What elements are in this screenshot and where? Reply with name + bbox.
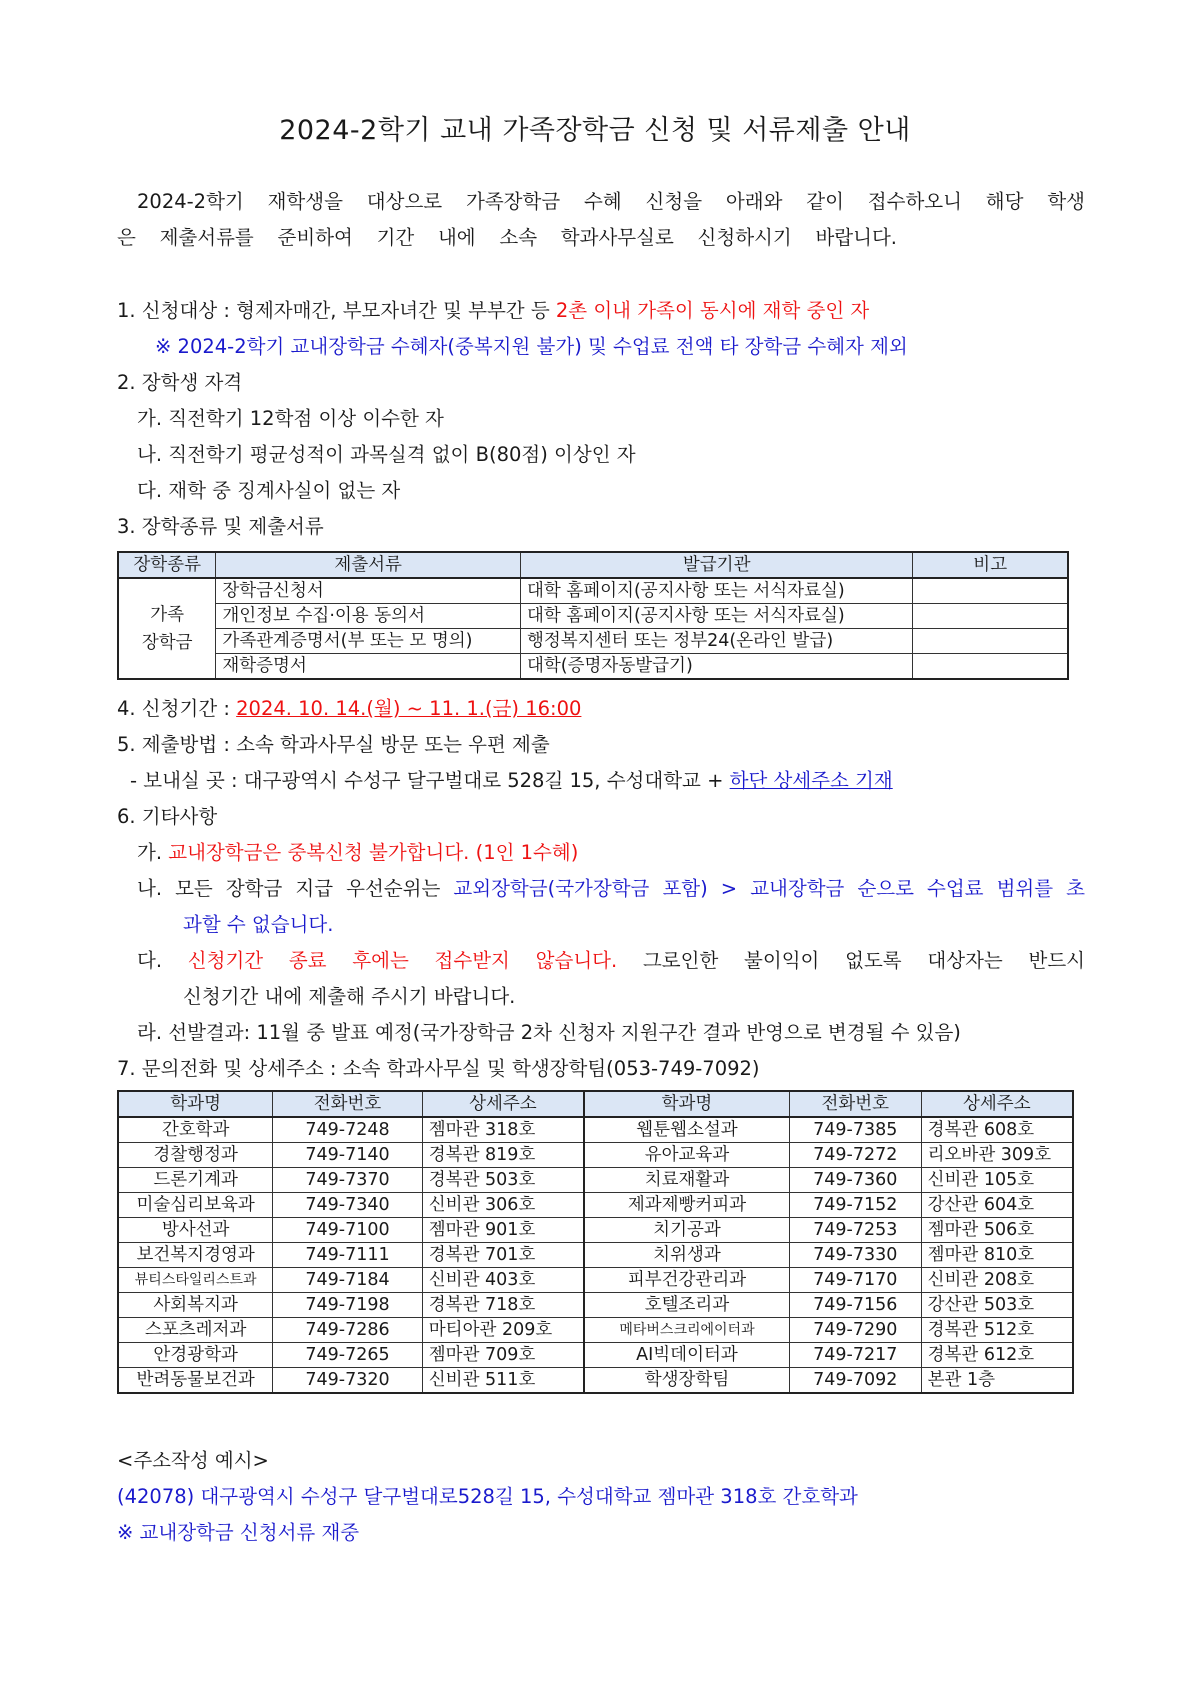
section-1-note: ※ 2024-2학기 교내장학금 수혜자(중복지원 불가) 및 수업료 전액 타 장학금 수혜자 제외 bbox=[155, 335, 908, 358]
section-6-item-d: 라. 선발결과: 11월 중 발표 예정(국가장학금 2차 신청자 지원구간 결과 반영으로 변경될 수 있음) bbox=[137, 1021, 961, 1044]
contact-table-header bbox=[118, 1091, 1073, 1117]
department-name: 안경광학과 bbox=[118, 1343, 273, 1368]
table-row bbox=[118, 578, 1068, 604]
department-name: 치기공과 bbox=[584, 1218, 789, 1243]
department-name: 드론기계과 bbox=[118, 1168, 273, 1193]
office-location: 경복관 701호 bbox=[422, 1243, 584, 1268]
item-b-highlight: 교외장학금(국가장학금 포함) > 교내장학금 순으로 수업료 범위를 초 bbox=[453, 877, 1086, 900]
section-2-item-a: 가. 직전학기 12학점 이상 이수한 자 bbox=[137, 407, 444, 430]
department-name: 호텔조리과 bbox=[584, 1293, 789, 1318]
department-name: 스포츠레저과 bbox=[118, 1318, 273, 1343]
office-location: 경복관 503호 bbox=[422, 1168, 584, 1193]
phone-number: 749-7156 bbox=[789, 1293, 921, 1318]
department-name: 간호학과 bbox=[118, 1117, 273, 1143]
office-location: 젬마관 506호 bbox=[921, 1218, 1073, 1243]
document-name: 가족관계증명서(부 또는 모 명의) bbox=[216, 629, 521, 654]
page-title: 2024-2학기 교내 가족장학금 신청 및 서류제출 안내 bbox=[279, 115, 911, 146]
section-4 bbox=[117, 696, 581, 722]
section-4-prefix: 4. 신청기간 : bbox=[117, 697, 237, 720]
phone-number: 749-7152 bbox=[789, 1193, 921, 1218]
phone-number: 749-7198 bbox=[273, 1293, 422, 1318]
header-department: 학과명 bbox=[584, 1091, 789, 1117]
section-2-item-b: 나. 직전학기 평균성적이 과목실격 없이 B(80점) 이상인 자 bbox=[137, 443, 636, 466]
phone-number: 749-7286 bbox=[273, 1318, 422, 1343]
phone-number: 749-7320 bbox=[273, 1368, 422, 1394]
section-6-item-c bbox=[137, 948, 1085, 974]
application-period: 2024. 10. 14.(월) ~ 11. 1.(금) 16:00 bbox=[236, 697, 582, 720]
detailed-address-link[interactable]: 하단 상세주소 기재 bbox=[729, 769, 893, 792]
phone-number: 749-7330 bbox=[789, 1243, 921, 1268]
department-name: 방사선과 bbox=[118, 1218, 273, 1243]
phone-number: 749-7248 bbox=[273, 1117, 422, 1143]
department-name: 경찰행정과 bbox=[118, 1143, 273, 1168]
office-location: 젬마관 709호 bbox=[422, 1343, 584, 1368]
department-name: 미술심리보육과 bbox=[118, 1193, 273, 1218]
intro-line-1: 2024-2학기 재학생을 대상으로 가족장학금 수혜 신청을 아래와 같이 접수하오니 해당 학생 bbox=[137, 190, 1085, 213]
mailing-address: - 보내실 곳 : 대구광역시 수성구 달구벌대로 528길 15, 수성대학교 + bbox=[130, 769, 730, 792]
phone-number: 749-7100 bbox=[273, 1218, 422, 1243]
phone-number: 749-7290 bbox=[789, 1318, 921, 1343]
document-issuer: 대학 홈페이지(공지사항 또는 서식자료실) bbox=[520, 578, 912, 604]
phone-number: 749-7385 bbox=[789, 1117, 921, 1143]
phone-number: 749-7370 bbox=[273, 1168, 422, 1193]
table-row bbox=[118, 629, 1068, 654]
section-2-heading: 2. 장학생 자격 bbox=[117, 371, 243, 394]
section-1-highlight: 2촌 이내 가족이 동시에 재학 중인 자 bbox=[555, 299, 870, 322]
table-row bbox=[118, 1343, 1073, 1368]
section-6-item-c-line-2: 신청기간 내에 제출해 주시기 바랍니다. bbox=[183, 985, 516, 1008]
document-remark bbox=[913, 629, 1068, 654]
table-row bbox=[118, 604, 1068, 629]
header-department: 학과명 bbox=[118, 1091, 273, 1117]
phone-number: 749-7111 bbox=[273, 1243, 422, 1268]
section-6-heading: 6. 기타사항 bbox=[117, 805, 218, 828]
department-name: 사회복지과 bbox=[118, 1293, 273, 1318]
table-row bbox=[118, 1293, 1073, 1318]
department-name: 유아교육과 bbox=[584, 1143, 789, 1168]
phone-number: 749-7140 bbox=[273, 1143, 422, 1168]
table-row bbox=[118, 1318, 1073, 1343]
section-6-item-a bbox=[137, 840, 578, 866]
office-location: 경복관 612호 bbox=[921, 1343, 1073, 1368]
office-location: 마티아관 209호 bbox=[422, 1318, 584, 1343]
phone-number: 749-7340 bbox=[273, 1193, 422, 1218]
item-c-prefix: 다. bbox=[137, 949, 188, 972]
office-location: 신비관 208호 bbox=[921, 1268, 1073, 1293]
intro-line-2: 은 제출서류를 준비하여 기간 내에 소속 학과사무실로 신청하시기 바랍니다. bbox=[117, 226, 897, 249]
documents-table-header bbox=[118, 552, 1068, 578]
header-issuer: 발급기관 bbox=[520, 552, 912, 578]
header-location: 상세주소 bbox=[422, 1091, 584, 1117]
item-a-text: 교내장학금은 중복신청 불가합니다. (1인 1수혜) bbox=[168, 841, 579, 864]
document-remark bbox=[913, 604, 1068, 629]
document-name: 재학증명서 bbox=[216, 654, 521, 680]
office-location: 본관 1층 bbox=[921, 1368, 1073, 1394]
header-remarks: 비고 bbox=[913, 552, 1068, 578]
office-location: 강산관 503호 bbox=[921, 1293, 1073, 1318]
item-c-rest: 그로인한 불이익이 없도록 대상자는 반드시 bbox=[617, 949, 1085, 972]
table-row bbox=[118, 1143, 1073, 1168]
office-location: 신비관 105호 bbox=[921, 1168, 1073, 1193]
phone-number: 749-7253 bbox=[789, 1218, 921, 1243]
phone-number: 749-7184 bbox=[273, 1268, 422, 1293]
office-location: 경복관 608호 bbox=[921, 1117, 1073, 1143]
section-1-prefix: 1. 신청대상 : 형제자매간, 부모자녀간 및 부부간 등 bbox=[117, 299, 556, 322]
department-name: 치료재활과 bbox=[584, 1168, 789, 1193]
office-location: 젬마관 901호 bbox=[422, 1218, 584, 1243]
table-row bbox=[118, 1243, 1073, 1268]
office-location: 신비관 403호 bbox=[422, 1268, 584, 1293]
section-5-heading: 5. 제출방법 : 소속 학과사무실 방문 또는 우편 제출 bbox=[117, 733, 550, 756]
section-1 bbox=[117, 298, 869, 324]
item-c-highlight: 신청기간 종료 후에는 접수받지 않습니다. bbox=[187, 949, 618, 972]
item-b-prefix: 나. 모든 장학금 지급 우선순위는 bbox=[137, 877, 454, 900]
header-documents: 제출서류 bbox=[216, 552, 521, 578]
department-name: 피부건강관리과 bbox=[584, 1268, 789, 1293]
section-7-heading: 7. 문의전화 및 상세주소 : 소속 학과사무실 및 학생장학팀(053-749-7092) bbox=[117, 1057, 760, 1080]
table-row bbox=[118, 1368, 1073, 1394]
section-2-item-c: 다. 재학 중 징계사실이 없는 자 bbox=[137, 479, 401, 502]
document-name: 장학금신청서 bbox=[216, 578, 521, 604]
scholarship-kind-cell bbox=[118, 578, 216, 679]
phone-number: 749-7092 bbox=[789, 1368, 921, 1394]
header-phone: 전화번호 bbox=[273, 1091, 422, 1117]
office-location: 신비관 511호 bbox=[422, 1368, 584, 1394]
department-name: AI빅데이터과 bbox=[584, 1343, 789, 1368]
example-heading: <주소작성 예시> bbox=[117, 1449, 269, 1472]
header-location: 상세주소 bbox=[921, 1091, 1073, 1117]
table-row bbox=[118, 1193, 1073, 1218]
phone-number: 749-7360 bbox=[789, 1168, 921, 1193]
department-name: 보건복지경영과 bbox=[118, 1243, 273, 1268]
table-row bbox=[118, 1117, 1073, 1143]
department-name: 반려동물보건과 bbox=[118, 1368, 273, 1394]
document-issuer: 대학(증명자동발급기) bbox=[520, 654, 912, 680]
header-phone: 전화번호 bbox=[789, 1091, 921, 1117]
scholarship-kind-line-1: 가족 bbox=[150, 604, 185, 625]
office-location: 젬마관 810호 bbox=[921, 1243, 1073, 1268]
table-row bbox=[118, 1218, 1073, 1243]
office-location: 경복관 819호 bbox=[422, 1143, 584, 1168]
scholarship-kind-line-2: 장학금 bbox=[141, 632, 193, 653]
table-row bbox=[118, 1168, 1073, 1193]
document-issuer: 대학 홈페이지(공지사항 또는 서식자료실) bbox=[520, 604, 912, 629]
office-location: 리오바관 309호 bbox=[921, 1143, 1073, 1168]
document-name: 개인정보 수집·이용 동의서 bbox=[216, 604, 521, 629]
section-3-heading: 3. 장학종류 및 제출서류 bbox=[117, 515, 324, 538]
office-location: 강산관 604호 bbox=[921, 1193, 1073, 1218]
item-a-prefix: 가. bbox=[137, 841, 169, 864]
table-row bbox=[118, 654, 1068, 680]
department-name: 메타버스크리에이터과 bbox=[584, 1318, 789, 1343]
department-name: 학생장학팀 bbox=[584, 1368, 789, 1394]
table-row bbox=[118, 1268, 1073, 1293]
department-name: 웹툰웹소설과 bbox=[584, 1117, 789, 1143]
phone-number: 749-7217 bbox=[789, 1343, 921, 1368]
department-contact-table bbox=[117, 1090, 1074, 1394]
department-name: 뷰티스타일리스트과 bbox=[118, 1268, 273, 1293]
document-remark bbox=[913, 654, 1068, 680]
section-6-item-b bbox=[137, 876, 1085, 902]
office-location: 젬마관 318호 bbox=[422, 1117, 584, 1143]
department-name: 치위생과 bbox=[584, 1243, 789, 1268]
example-note: ※ 교내장학금 신청서류 재중 bbox=[117, 1521, 360, 1544]
example-address: (42078) 대구광역시 수성구 달구벌대로528길 15, 수성대학교 젬마관 318호 간호학과 bbox=[117, 1485, 858, 1508]
section-6-item-b-line-2: 과할 수 없습니다. bbox=[183, 913, 334, 936]
document-remark bbox=[913, 578, 1068, 604]
documents-table bbox=[117, 551, 1069, 680]
office-location: 신비관 306호 bbox=[422, 1193, 584, 1218]
phone-number: 749-7170 bbox=[789, 1268, 921, 1293]
section-5-address bbox=[130, 768, 893, 794]
office-location: 경복관 512호 bbox=[921, 1318, 1073, 1343]
contact-table-body bbox=[118, 1117, 1073, 1393]
document-issuer: 행정복지센터 또는 정부24(온라인 발급) bbox=[520, 629, 912, 654]
department-name: 제과제빵커피과 bbox=[584, 1193, 789, 1218]
phone-number: 749-7265 bbox=[273, 1343, 422, 1368]
header-scholarship-type: 장학종류 bbox=[118, 552, 216, 578]
office-location: 경복관 718호 bbox=[422, 1293, 584, 1318]
phone-number: 749-7272 bbox=[789, 1143, 921, 1168]
